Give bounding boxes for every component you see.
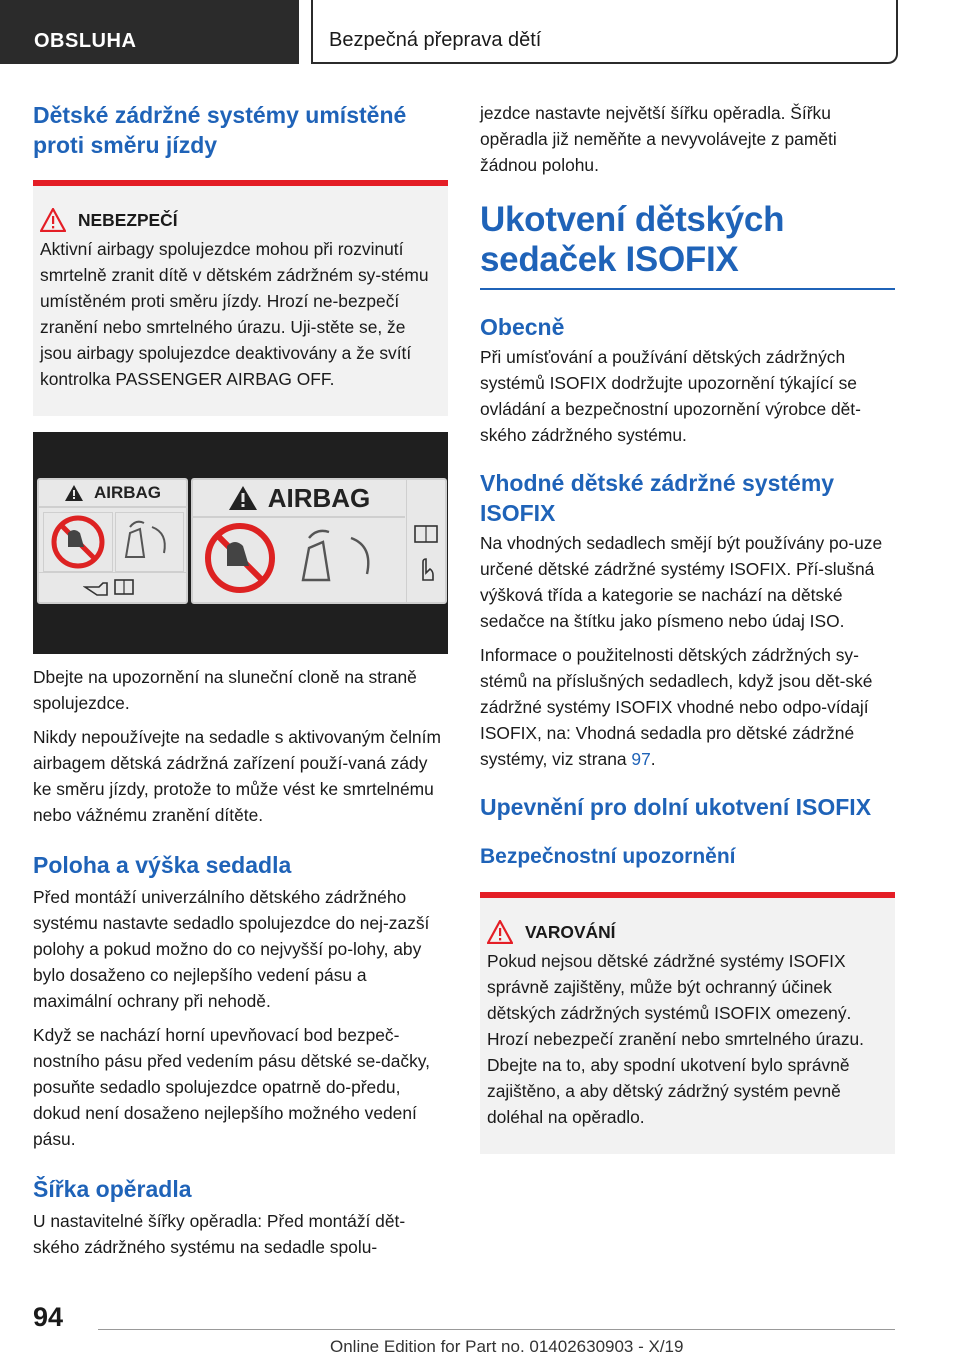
- footer-edition: Online Edition for Part no. 01402630903 - X/19: [330, 1337, 684, 1356]
- airbag-label-image: [33, 432, 448, 654]
- footer-divider: [98, 1329, 895, 1330]
- heading-backrest-width: Šířka opěradla: [33, 1176, 192, 1202]
- airbag-label-large: [191, 478, 447, 604]
- visor-paragraph: Dbejte na upozornění na sluneční cloně na straně spolujezdce.: [33, 667, 417, 713]
- heading-general: Obecně: [480, 314, 565, 340]
- warning-triangle-icon: [228, 485, 258, 511]
- topic-title: Bezpečná přeprava dětí: [329, 29, 542, 51]
- topic-tab: [311, 0, 898, 64]
- airbag-deploy-icon: [115, 512, 184, 572]
- airbag-label-large-text: AIRBAG: [267, 482, 371, 513]
- heading-divider: [480, 288, 895, 290]
- warning-triangle-icon: [40, 208, 66, 232]
- airbag-label-large-header: [193, 480, 405, 518]
- heading-seat-position: Poloha a výška sedadla: [33, 852, 292, 878]
- danger-box: [33, 180, 448, 416]
- left-column: [33, 100, 448, 1260]
- suitable-paragraph-2-text: Informace o použitelnosti dětských zádržných sy-stémů na příslušných sedadlech, když jsou dět-ské zádržné systémy ISOFIX vhodné nebo odpo-vídají ISOFIX, na: Vhodná sedadla pro dětské zádržné systémy, viz strana: [480, 645, 873, 769]
- heading-lower-anchors: Upevnění pro dolní ukotvení ISOFIX: [480, 794, 872, 820]
- danger-title: NEBEZPEČÍ: [78, 209, 178, 230]
- airbag-label-small-header: [39, 480, 186, 508]
- suitable-paragraph-2: Informace o použitelnosti dětských zádržných sy-stémů na příslušných sedadlech, když jsou dět-ské zádržné systémy ISOFIX vhodné nebo odpo-vídají ISOFIX, na: Vhodná sedadla pro dětské zádržné systémy, viz strana 97.: [480, 645, 873, 769]
- heading-rear-facing: Dětské zádržné systémy umístěné proti směru jízdy: [33, 102, 407, 158]
- suitable-paragraph-1: Na vhodných sedadlech smějí být používány po-uze určené dětské zádržné systémy ISOFIX. Pří-slušná výšková třída a kategorie se nachází na dětské sedačce na štítku jako písmeno nebo údaj ISO.: [480, 533, 883, 631]
- no-rear-seat-icon: [43, 512, 113, 572]
- backrest-width-paragraph: U nastavitelné šířky opěradla: Před montáží dět-ského zádržného systému na sedadle spolu-: [33, 1211, 406, 1257]
- right-column: [480, 100, 895, 1154]
- no-rear-seat-icon: [197, 520, 283, 596]
- airbag-label-small: [37, 478, 188, 604]
- heading-isofix: Ukotvení dětských sedaček ISOFIX: [480, 200, 785, 279]
- heading-safety-notes: Bezpečnostní upozornění: [480, 845, 736, 868]
- heading-suitable-systems: Vhodné dětské zádržné systémy ISOFIX: [480, 470, 835, 526]
- book-hand-icon: [413, 524, 439, 584]
- warning-title: VAROVÁNÍ: [525, 921, 616, 942]
- airbag-label-small-text: AIRBAG: [93, 483, 162, 502]
- warning-triangle-icon: [64, 484, 84, 502]
- backrest-continued-paragraph: jezdce nastavte největší šířku opěradla. Šířku opěradla již neměňte a nevyvolávejte z paměti žádnou polohu.: [480, 103, 837, 175]
- warning-header: [487, 920, 887, 944]
- page-reference-link[interactable]: 97: [631, 749, 651, 769]
- warning-triangle-icon: [487, 920, 513, 944]
- airbag-deploy-icon: [289, 520, 401, 596]
- seat-position-paragraph-2: Když se nachází horní upevňovací bod bezpeč-nostního pásu před vedením pásu dětské se-dačky, posuňte sedadlo spolujezdce opatrně do-předu, dokud není dosaženo nejlepšího možného vedení pásu.: [33, 1025, 431, 1149]
- section-tab: [0, 0, 299, 64]
- section-title: OBSLUHA: [34, 30, 137, 52]
- warning-box: [480, 892, 895, 1154]
- seat-position-paragraph-1: Před montáží univerzálního dětského zádržného systému nastavte sedadlo spolujezdce do nej-zazší polohy a pokud možno do co nejvyšší po-lohy, aby bylo dosaženo co nejlepšího vedení pásu a maximální ochrany při nehodě.: [33, 887, 430, 1011]
- danger-header: [40, 208, 440, 232]
- page-number: 94: [33, 1302, 64, 1332]
- pointing-hand-book-icon: [83, 577, 139, 597]
- never-paragraph: Nikdy nepoužívejte na sedadle s aktivovaným čelním airbagem dětská zádržná zařízení použí-vaná zády ke směru jízdy, protože to může vést ke smrtelnému nebo vážnému zranění dítěte.: [33, 727, 441, 825]
- danger-text: Aktivní airbagy spolujezdce mohou při rozvinutí smrtelně zranit dítě v dětském zádržném sy-stému umístěném proti směru jízdy. Hrozí ne-bezpečí zranění nebo smrtelného úrazu. Uji-stěte se, že jsou airbagy spolujezdce deaktivovány a že svítí kontrolka PASSENGER AIRBAG OFF.: [40, 239, 429, 389]
- warning-text: Pokud nejsou dětské zádržné systémy ISOFIX správně zajištěny, může být ochranný účinek dětských zádržných systémů ISOFIX omezený. Hrozí nebezpečí zranění nebo smrtelného úrazu. Dbejte na to, aby spodní ukotvení bylo správně zajištěno, a aby dětský zádržný systém pevně doléhal na opěradlo.: [487, 951, 865, 1127]
- general-paragraph: Při umísťování a používání dětských zádržných systémů ISOFIX dodržujte upozornění týkající se ovládání a bezpečnostní upozornění výrobce dět-ského zádržného systému.: [480, 347, 861, 445]
